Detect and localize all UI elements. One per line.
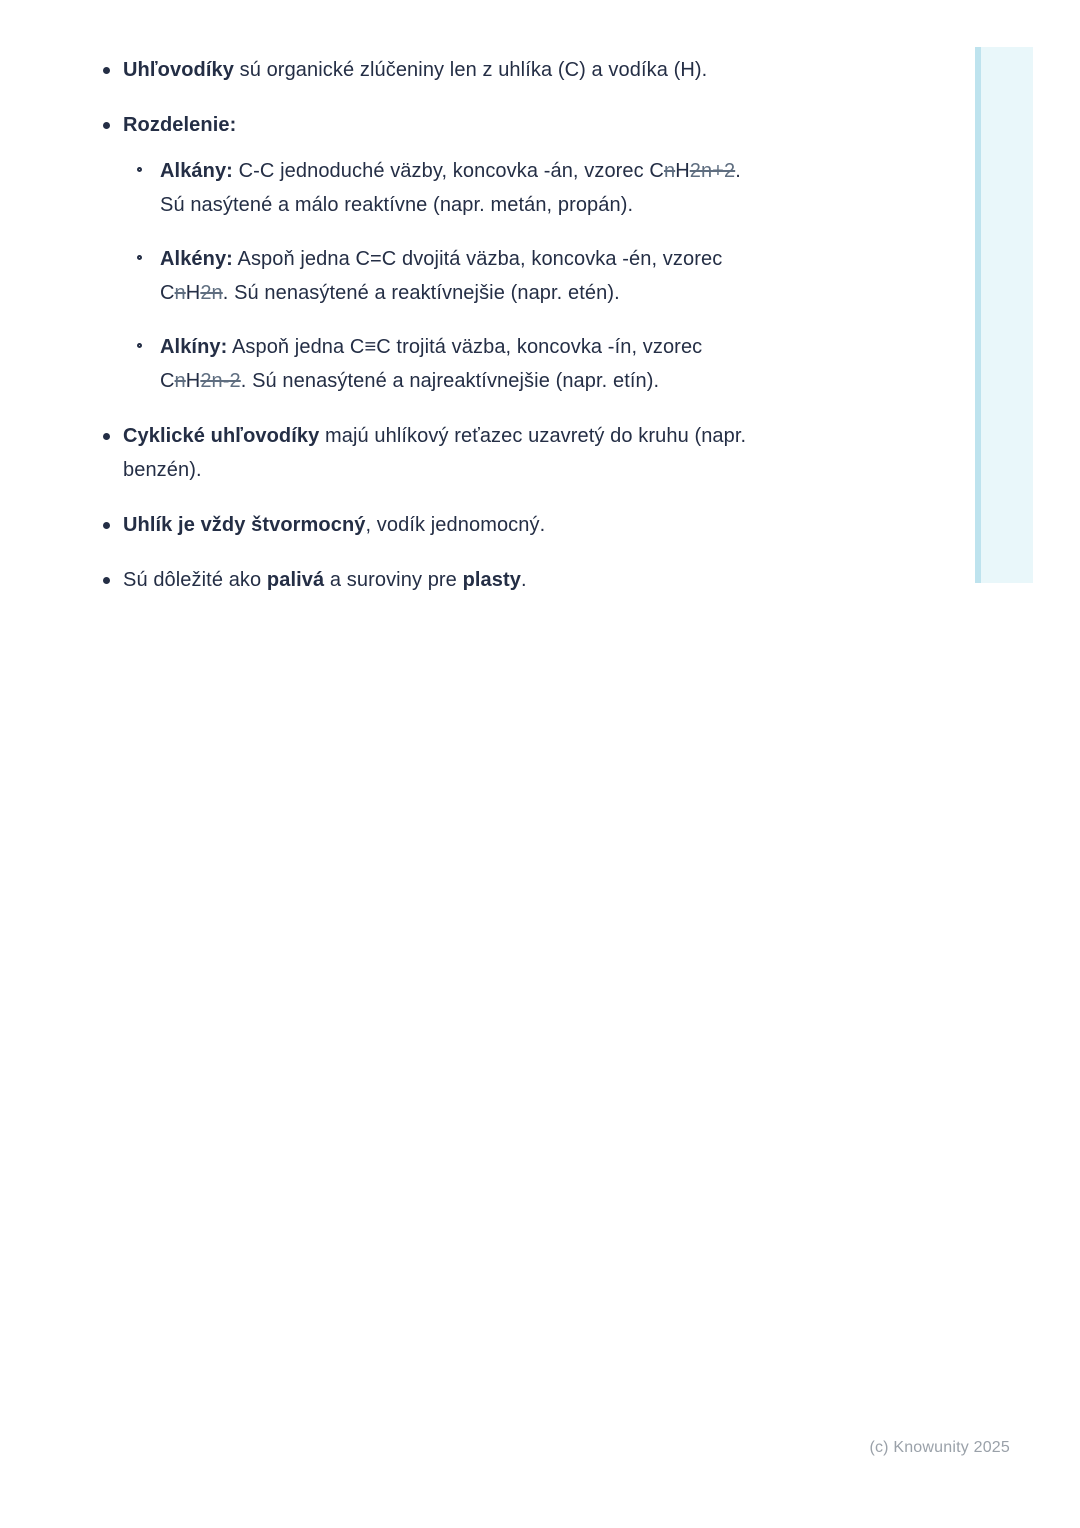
text-run: H	[675, 160, 690, 182]
list-item	[103, 53, 865, 87]
list-item	[137, 154, 865, 222]
struck-formula-text: 2n-2	[200, 370, 241, 392]
bold-text-run: Cyklické uhľovodíky	[123, 425, 320, 447]
list-item	[103, 508, 865, 542]
list-item-text	[160, 160, 741, 216]
text-run: Aspoň jedna C=C dvojitá väzba, koncovka -én, vzorec	[232, 248, 723, 270]
bold-text-run: palivá	[266, 569, 325, 591]
struck-formula-text: n	[663, 160, 676, 182]
struck-formula-text: 2n	[200, 282, 223, 304]
bullet-disc-icon	[103, 577, 110, 584]
text-run: Sú nasýtené a málo reaktívne (napr. metán, propán).	[160, 194, 634, 216]
list-item	[103, 563, 865, 597]
copyright-text: (c) Knowunity 2025	[869, 1439, 1010, 1456]
list-item-text	[160, 336, 702, 392]
text-run: . Sú nenasýtené a najreaktívnejšie (napr. etín).	[240, 370, 660, 392]
text-run: .	[520, 569, 527, 591]
bullet-disc-icon	[103, 433, 110, 440]
text-run: . Sú nenasýtené a reaktívnejšie (napr. etén).	[222, 282, 620, 304]
bold-text-run: Alkíny:	[160, 336, 228, 358]
text-run: Aspoň jedna C≡C trojitá väzba, koncovka -ín, vzorec	[227, 336, 703, 358]
list-item	[137, 330, 865, 398]
list-item-text	[123, 569, 527, 591]
text-run: C	[160, 370, 175, 392]
text-run: majú uhlíkový reťazec uzavretý do kruhu (napr.	[319, 425, 747, 447]
notes-list	[103, 53, 865, 597]
text-run: , vodík jednomocný.	[365, 514, 546, 536]
struck-formula-text: 2n+2	[689, 160, 736, 182]
text-run: a suroviny pre	[324, 569, 463, 591]
bold-text-run: Alkány:	[160, 160, 233, 182]
list-item	[103, 108, 865, 398]
text-run: benzén).	[123, 459, 202, 481]
list-item-text	[123, 425, 746, 481]
bold-text-run: Alkény:	[160, 248, 233, 270]
list-item	[137, 242, 865, 310]
text-run: C	[160, 282, 175, 304]
list-item-text	[123, 59, 707, 81]
bullet-circle-icon	[137, 255, 142, 260]
list-item-text	[123, 514, 545, 536]
text-run: H	[185, 370, 201, 392]
text-run: H	[185, 282, 201, 304]
bullet-disc-icon	[103, 122, 110, 129]
bullet-disc-icon	[103, 522, 110, 529]
list-item	[103, 419, 865, 487]
text-run: Sú dôležité ako	[123, 569, 267, 591]
struck-formula-text: n	[174, 370, 186, 392]
bold-text-run: Uhľovodíky	[123, 59, 234, 81]
bold-text-run: Uhlík je vždy štvormocný	[123, 514, 366, 536]
bullet-circle-icon	[137, 167, 142, 172]
text-run: .	[735, 160, 741, 182]
bullet-disc-icon	[103, 67, 110, 74]
nested-list	[137, 154, 865, 398]
list-item-text	[123, 114, 236, 136]
bold-text-run: Rozdelenie:	[123, 114, 237, 136]
bold-text-run: plasty	[462, 569, 521, 591]
notes-content	[103, 53, 865, 618]
highlight-bar	[975, 47, 1033, 583]
text-run: C-C jednoduché väzby, koncovka -án, vzorec C	[232, 160, 664, 182]
bullet-circle-icon	[137, 343, 142, 348]
text-run: sú organické zlúčeniny len z uhlíka (C) a vodíka (H).	[233, 59, 708, 81]
list-item-text	[160, 248, 722, 304]
struck-formula-text: n	[174, 282, 186, 304]
